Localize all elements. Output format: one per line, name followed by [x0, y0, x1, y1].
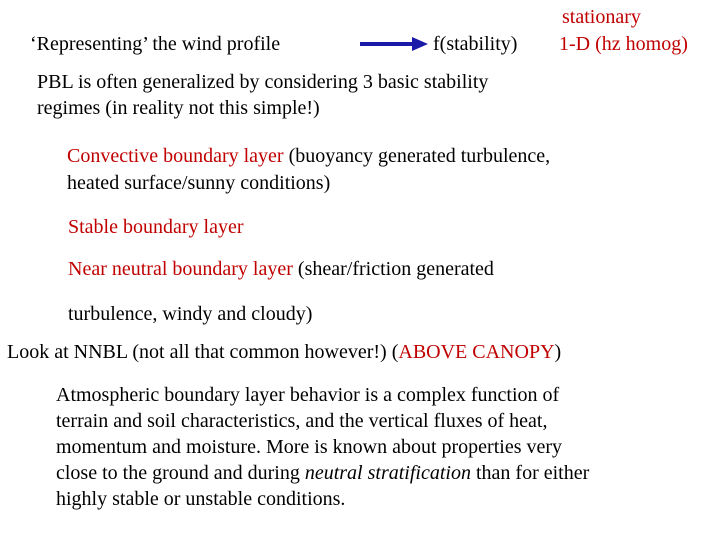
- header-right-line1: stationary: [562, 6, 641, 28]
- intro-line-2: regimes (in reality not this simple!): [37, 97, 320, 119]
- neutral-stratification-italic: neutral stratification: [304, 462, 471, 484]
- neutral-desc-2: turbulence, windy and cloudy): [68, 303, 313, 325]
- paragraph-line-5: highly stable or unstable conditions.: [56, 488, 346, 510]
- look-at-prefix: Look at NNBL (not all that common however!) (: [7, 341, 399, 363]
- paragraph-line-2: terrain and soil characteristics, and the vertical fluxes of heat,: [56, 410, 548, 432]
- convective-line-1: [67, 145, 550, 168]
- paragraph-line-4-start: close to the ground and during: [56, 462, 305, 484]
- header-middle-text: f(stability): [433, 33, 518, 55]
- above-canopy-highlight: ABOVE CANOPY: [398, 341, 555, 363]
- intro-line-1: PBL is often generalized by considering 3 basic stability: [37, 71, 489, 93]
- convective-desc-2: heated surface/sunny conditions): [67, 172, 331, 194]
- convective-label: Convective boundary layer: [67, 145, 284, 167]
- look-at-line: [7, 341, 561, 364]
- paragraph-line-4-end: than for either: [470, 462, 590, 484]
- right-arrow-icon: [360, 36, 428, 52]
- stable-label: Stable boundary layer: [68, 216, 244, 238]
- summary-paragraph: [56, 382, 716, 512]
- convective-desc-1: (buoyancy generated turbulence,: [283, 145, 551, 167]
- paragraph-line-3: momentum and moisture. More is known about properties very: [56, 436, 563, 458]
- neutral-label: Near neutral boundary layer: [68, 258, 293, 280]
- neutral-desc-1: (shear/friction generated: [292, 258, 494, 280]
- header-left-text: ‘Representing’ the wind profile: [30, 33, 281, 55]
- paragraph-line-4: [56, 460, 716, 486]
- paragraph-line-1: Atmospheric boundary layer behavior is a complex function of: [56, 384, 560, 406]
- look-at-suffix: ): [554, 341, 562, 363]
- neutral-line-1: [68, 258, 494, 281]
- header-right-line2: 1-D (hz homog): [559, 33, 688, 55]
